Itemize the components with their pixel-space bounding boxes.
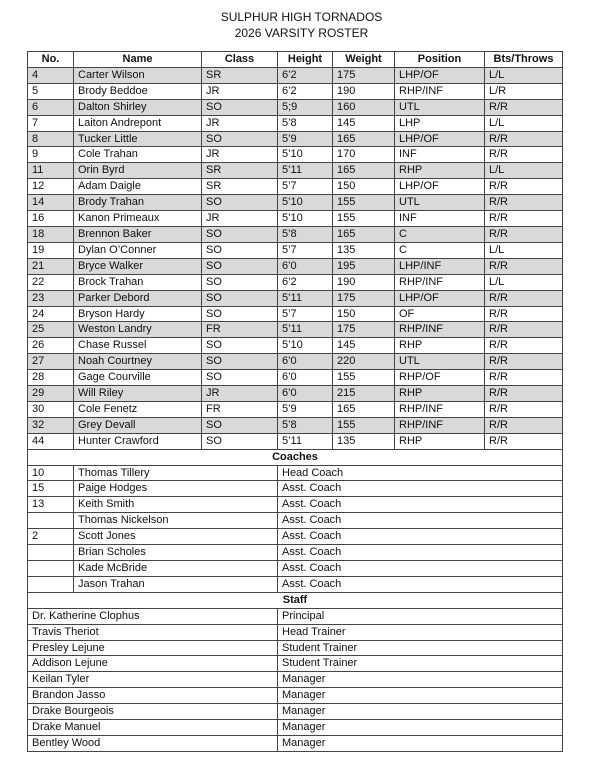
- player-weight: 135: [333, 242, 395, 258]
- player-class: SO: [202, 99, 278, 115]
- coach-row: [28, 481, 563, 497]
- player-position: RHP: [395, 386, 485, 402]
- player-row: [28, 242, 563, 258]
- player-height: 5’7: [278, 179, 333, 195]
- player-position: RHP: [395, 163, 485, 179]
- staff-role: Head Trainer: [278, 624, 563, 640]
- player-row: [28, 386, 563, 402]
- player-row: [28, 163, 563, 179]
- player-row: [28, 306, 563, 322]
- player-number: 8: [28, 131, 74, 147]
- staff-body: [28, 592, 563, 751]
- coaches-heading-row: [28, 449, 563, 465]
- coach-name: Paige Hodges: [74, 481, 278, 497]
- player-name: Laiton Andrepont: [74, 115, 202, 131]
- col-header-class: Class: [202, 52, 278, 68]
- player-row: [28, 83, 563, 99]
- col-header-no: No.: [28, 52, 74, 68]
- staff-heading-row: [28, 592, 563, 608]
- player-bts-throws: R/R: [485, 290, 563, 306]
- player-weight: 165: [333, 401, 395, 417]
- player-position: UTL: [395, 195, 485, 211]
- player-bts-throws: R/R: [485, 306, 563, 322]
- player-class: JR: [202, 386, 278, 402]
- player-position: LHP/OF: [395, 67, 485, 83]
- player-bts-throws: R/R: [485, 99, 563, 115]
- player-name: Carter Wilson: [74, 67, 202, 83]
- player-weight: 150: [333, 179, 395, 195]
- player-weight: 175: [333, 322, 395, 338]
- player-weight: 155: [333, 370, 395, 386]
- staff-row: [28, 688, 563, 704]
- player-row: [28, 179, 563, 195]
- staff-name: Travis Theriot: [28, 624, 278, 640]
- player-position: OF: [395, 306, 485, 322]
- player-position: RHP: [395, 433, 485, 449]
- player-class: SO: [202, 195, 278, 211]
- player-position: LHP/INF: [395, 258, 485, 274]
- player-position: RHP/INF: [395, 83, 485, 99]
- players-body: [28, 67, 563, 449]
- coach-name: Keith Smith: [74, 497, 278, 513]
- header-row: [28, 52, 563, 68]
- player-position: C: [395, 242, 485, 258]
- staff-row: [28, 704, 563, 720]
- player-row: [28, 99, 563, 115]
- player-class: SO: [202, 370, 278, 386]
- player-bts-throws: R/R: [485, 226, 563, 242]
- player-number: 24: [28, 306, 74, 322]
- player-number: 4: [28, 67, 74, 83]
- player-class: SO: [202, 226, 278, 242]
- player-position: RHP/INF: [395, 322, 485, 338]
- player-weight: 215: [333, 386, 395, 402]
- player-height: 5’7: [278, 306, 333, 322]
- staff-name: Dr. Katherine Clophus: [28, 608, 278, 624]
- player-name: Chase Russel: [74, 338, 202, 354]
- player-weight: 175: [333, 290, 395, 306]
- player-weight: 155: [333, 211, 395, 227]
- player-position: LHP/OF: [395, 179, 485, 195]
- player-name: Parker Debord: [74, 290, 202, 306]
- coach-role: Asst. Coach: [278, 481, 563, 497]
- player-class: JR: [202, 147, 278, 163]
- coach-role: Asst. Coach: [278, 497, 563, 513]
- player-name: Brock Trahan: [74, 274, 202, 290]
- coach-number: 15: [28, 481, 74, 497]
- player-position: LHP: [395, 115, 485, 131]
- col-header-height: Height: [278, 52, 333, 68]
- player-name: Bryson Hardy: [74, 306, 202, 322]
- coach-row: [28, 465, 563, 481]
- player-bts-throws: R/R: [485, 401, 563, 417]
- player-bts-throws: L/L: [485, 274, 563, 290]
- player-weight: 195: [333, 258, 395, 274]
- player-position: INF: [395, 211, 485, 227]
- coach-number: [28, 576, 74, 592]
- player-number: 25: [28, 322, 74, 338]
- player-height: 6’2: [278, 67, 333, 83]
- player-row: [28, 401, 563, 417]
- player-bts-throws: R/R: [485, 338, 563, 354]
- player-weight: 135: [333, 433, 395, 449]
- player-number: 18: [28, 226, 74, 242]
- player-class: SO: [202, 258, 278, 274]
- player-bts-throws: R/R: [485, 370, 563, 386]
- player-row: [28, 290, 563, 306]
- player-number: 5: [28, 83, 74, 99]
- player-row: [28, 258, 563, 274]
- player-height: 6’2: [278, 274, 333, 290]
- player-height: 5’11: [278, 322, 333, 338]
- player-row: [28, 131, 563, 147]
- player-class: SO: [202, 417, 278, 433]
- player-name: Adam Daigle: [74, 179, 202, 195]
- col-header-name: Name: [74, 52, 202, 68]
- staff-role: Manager: [278, 688, 563, 704]
- player-row: [28, 195, 563, 211]
- coach-name: Jason Trahan: [74, 576, 278, 592]
- player-class: SO: [202, 433, 278, 449]
- player-weight: 150: [333, 306, 395, 322]
- player-height: 5’9: [278, 131, 333, 147]
- player-number: 27: [28, 354, 74, 370]
- player-bts-throws: R/R: [485, 386, 563, 402]
- staff-name: Drake Bourgeois: [28, 704, 278, 720]
- player-name: Gage Courville: [74, 370, 202, 386]
- player-weight: 220: [333, 354, 395, 370]
- player-class: FR: [202, 322, 278, 338]
- coach-number: 13: [28, 497, 74, 513]
- player-row: [28, 67, 563, 83]
- player-bts-throws: R/R: [485, 354, 563, 370]
- player-row: [28, 433, 563, 449]
- player-name: Cole Fenetz: [74, 401, 202, 417]
- player-weight: 145: [333, 115, 395, 131]
- staff-name: Keilan Tyler: [28, 672, 278, 688]
- col-header-bts-throws: Bts/Throws: [485, 52, 563, 68]
- player-class: SO: [202, 306, 278, 322]
- player-class: SR: [202, 179, 278, 195]
- coach-role: Asst. Coach: [278, 529, 563, 545]
- player-row: [28, 354, 563, 370]
- player-number: 22: [28, 274, 74, 290]
- player-row: [28, 417, 563, 433]
- player-weight: 190: [333, 83, 395, 99]
- player-class: JR: [202, 83, 278, 99]
- coach-number: 2: [28, 529, 74, 545]
- player-height: 6’0: [278, 354, 333, 370]
- staff-role: Manager: [278, 704, 563, 720]
- roster-table: [27, 51, 563, 752]
- staff-role: Manager: [278, 672, 563, 688]
- staff-row: [28, 640, 563, 656]
- player-name: Kanon Primeaux: [74, 211, 202, 227]
- staff-name: Drake Manuel: [28, 720, 278, 736]
- player-bts-throws: R/R: [485, 131, 563, 147]
- staff-row: [28, 656, 563, 672]
- staff-name: Bentley Wood: [28, 735, 278, 751]
- player-position: LHP/OF: [395, 131, 485, 147]
- player-height: 5’11: [278, 163, 333, 179]
- player-name: Will Riley: [74, 386, 202, 402]
- player-number: 16: [28, 211, 74, 227]
- staff-heading: Staff: [28, 592, 563, 608]
- roster-subtitle: 2026 VARSITY ROSTER: [234, 26, 369, 40]
- player-bts-throws: R/R: [485, 179, 563, 195]
- coach-role: Asst. Coach: [278, 561, 563, 577]
- player-bts-throws: R/R: [485, 433, 563, 449]
- player-height: 5’11: [278, 433, 333, 449]
- player-number: 29: [28, 386, 74, 402]
- player-weight: 165: [333, 226, 395, 242]
- player-weight: 165: [333, 163, 395, 179]
- player-class: SO: [202, 242, 278, 258]
- player-name: Brody Beddoe: [74, 83, 202, 99]
- player-name: Bryce Walker: [74, 258, 202, 274]
- staff-row: [28, 608, 563, 624]
- player-row: [28, 211, 563, 227]
- player-weight: 170: [333, 147, 395, 163]
- player-weight: 165: [333, 131, 395, 147]
- player-position: RHP/INF: [395, 274, 485, 290]
- player-position: UTL: [395, 354, 485, 370]
- player-class: JR: [202, 115, 278, 131]
- staff-name: Presley Lejune: [28, 640, 278, 656]
- player-bts-throws: R/R: [485, 322, 563, 338]
- player-number: 28: [28, 370, 74, 386]
- coach-role: Asst. Coach: [278, 513, 563, 529]
- player-bts-throws: R/R: [485, 417, 563, 433]
- player-class: SO: [202, 131, 278, 147]
- player-name: Grey Devall: [74, 417, 202, 433]
- player-weight: 155: [333, 195, 395, 211]
- roster-title: SULPHUR HIGH TORNADOS: [220, 10, 383, 24]
- staff-row: [28, 624, 563, 640]
- player-bts-throws: L/L: [485, 163, 563, 179]
- player-class: SO: [202, 354, 278, 370]
- staff-role: Student Trainer: [278, 656, 563, 672]
- staff-name: Brandon Jasso: [28, 688, 278, 704]
- player-height: 5’8: [278, 226, 333, 242]
- player-position: INF: [395, 147, 485, 163]
- player-weight: 155: [333, 417, 395, 433]
- player-position: UTL: [395, 99, 485, 115]
- player-row: [28, 370, 563, 386]
- staff-name: Addison Lejune: [28, 656, 278, 672]
- staff-row: [28, 672, 563, 688]
- player-number: 32: [28, 417, 74, 433]
- player-height: 5’8: [278, 417, 333, 433]
- player-height: 5;9: [278, 99, 333, 115]
- player-number: 44: [28, 433, 74, 449]
- coach-number: 10: [28, 465, 74, 481]
- staff-role: Student Trainer: [278, 640, 563, 656]
- player-position: C: [395, 226, 485, 242]
- player-height: 5’10: [278, 338, 333, 354]
- col-header-position: Position: [395, 52, 485, 68]
- coach-role: Head Coach: [278, 465, 563, 481]
- player-number: 26: [28, 338, 74, 354]
- coaches-body: [28, 449, 563, 592]
- player-name: Dalton Shirley: [74, 99, 202, 115]
- coach-name: Scott Jones: [74, 529, 278, 545]
- player-bts-throws: L/L: [485, 67, 563, 83]
- staff-row: [28, 720, 563, 736]
- player-height: 6’2: [278, 83, 333, 99]
- player-position: RHP: [395, 338, 485, 354]
- player-weight: 190: [333, 274, 395, 290]
- player-row: [28, 147, 563, 163]
- player-row: [28, 115, 563, 131]
- player-number: 14: [28, 195, 74, 211]
- player-weight: 145: [333, 338, 395, 354]
- coach-number: [28, 513, 74, 529]
- player-number: 11: [28, 163, 74, 179]
- staff-row: [28, 735, 563, 751]
- player-name: Brennon Baker: [74, 226, 202, 242]
- player-class: SO: [202, 274, 278, 290]
- coach-row: [28, 561, 563, 577]
- coaches-heading: Coaches: [28, 449, 563, 465]
- player-bts-throws: L/L: [485, 242, 563, 258]
- player-position: RHP/INF: [395, 417, 485, 433]
- player-position: RHP/INF: [395, 401, 485, 417]
- player-position: LHP/OF: [395, 290, 485, 306]
- coach-row: [28, 497, 563, 513]
- player-position: RHP/OF: [395, 370, 485, 386]
- player-bts-throws: R/R: [485, 195, 563, 211]
- player-name: Hunter Crawford: [74, 433, 202, 449]
- player-height: 6’0: [278, 370, 333, 386]
- player-height: 5’11: [278, 290, 333, 306]
- player-number: 21: [28, 258, 74, 274]
- player-height: 6’0: [278, 258, 333, 274]
- player-bts-throws: R/R: [485, 258, 563, 274]
- player-height: 5’10: [278, 211, 333, 227]
- player-name: Dylan O’Conner: [74, 242, 202, 258]
- player-number: 19: [28, 242, 74, 258]
- staff-role: Manager: [278, 720, 563, 736]
- coach-name: Thomas Nickelson: [74, 513, 278, 529]
- player-height: 6’0: [278, 386, 333, 402]
- player-row: [28, 322, 563, 338]
- player-class: SR: [202, 67, 278, 83]
- player-name: Orin Byrd: [74, 163, 202, 179]
- coach-row: [28, 545, 563, 561]
- player-height: 5’10: [278, 147, 333, 163]
- coach-name: Brian Scholes: [74, 545, 278, 561]
- player-class: FR: [202, 401, 278, 417]
- player-row: [28, 226, 563, 242]
- player-name: Tucker Little: [74, 131, 202, 147]
- player-number: 7: [28, 115, 74, 131]
- col-header-weight: Weight: [333, 52, 395, 68]
- coach-number: [28, 561, 74, 577]
- coach-name: Kade McBride: [74, 561, 278, 577]
- player-number: 6: [28, 99, 74, 115]
- player-class: SO: [202, 290, 278, 306]
- player-class: SR: [202, 163, 278, 179]
- player-bts-throws: R/R: [485, 147, 563, 163]
- player-weight: 160: [333, 99, 395, 115]
- staff-role: Principal: [278, 608, 563, 624]
- player-number: 30: [28, 401, 74, 417]
- staff-role: Manager: [278, 735, 563, 751]
- player-number: 9: [28, 147, 74, 163]
- player-name: Cole Trahan: [74, 147, 202, 163]
- player-number: 12: [28, 179, 74, 195]
- player-height: 5’9: [278, 401, 333, 417]
- player-name: Weston Landry: [74, 322, 202, 338]
- coach-row: [28, 529, 563, 545]
- player-class: JR: [202, 211, 278, 227]
- coach-name: Thomas Tillery: [74, 465, 278, 481]
- coach-row: [28, 576, 563, 592]
- player-height: 5’10: [278, 195, 333, 211]
- player-row: [28, 338, 563, 354]
- player-bts-throws: L/L: [485, 115, 563, 131]
- player-height: 5’7: [278, 242, 333, 258]
- player-height: 5’8: [278, 115, 333, 131]
- coach-number: [28, 545, 74, 561]
- player-bts-throws: L/R: [485, 83, 563, 99]
- player-class: SO: [202, 338, 278, 354]
- player-weight: 175: [333, 67, 395, 83]
- player-name: Brody Trahan: [74, 195, 202, 211]
- coach-row: [28, 513, 563, 529]
- player-name: Noah Courtney: [74, 354, 202, 370]
- coach-role: Asst. Coach: [278, 545, 563, 561]
- player-row: [28, 274, 563, 290]
- player-number: 23: [28, 290, 74, 306]
- coach-role: Asst. Coach: [278, 576, 563, 592]
- player-bts-throws: R/R: [485, 211, 563, 227]
